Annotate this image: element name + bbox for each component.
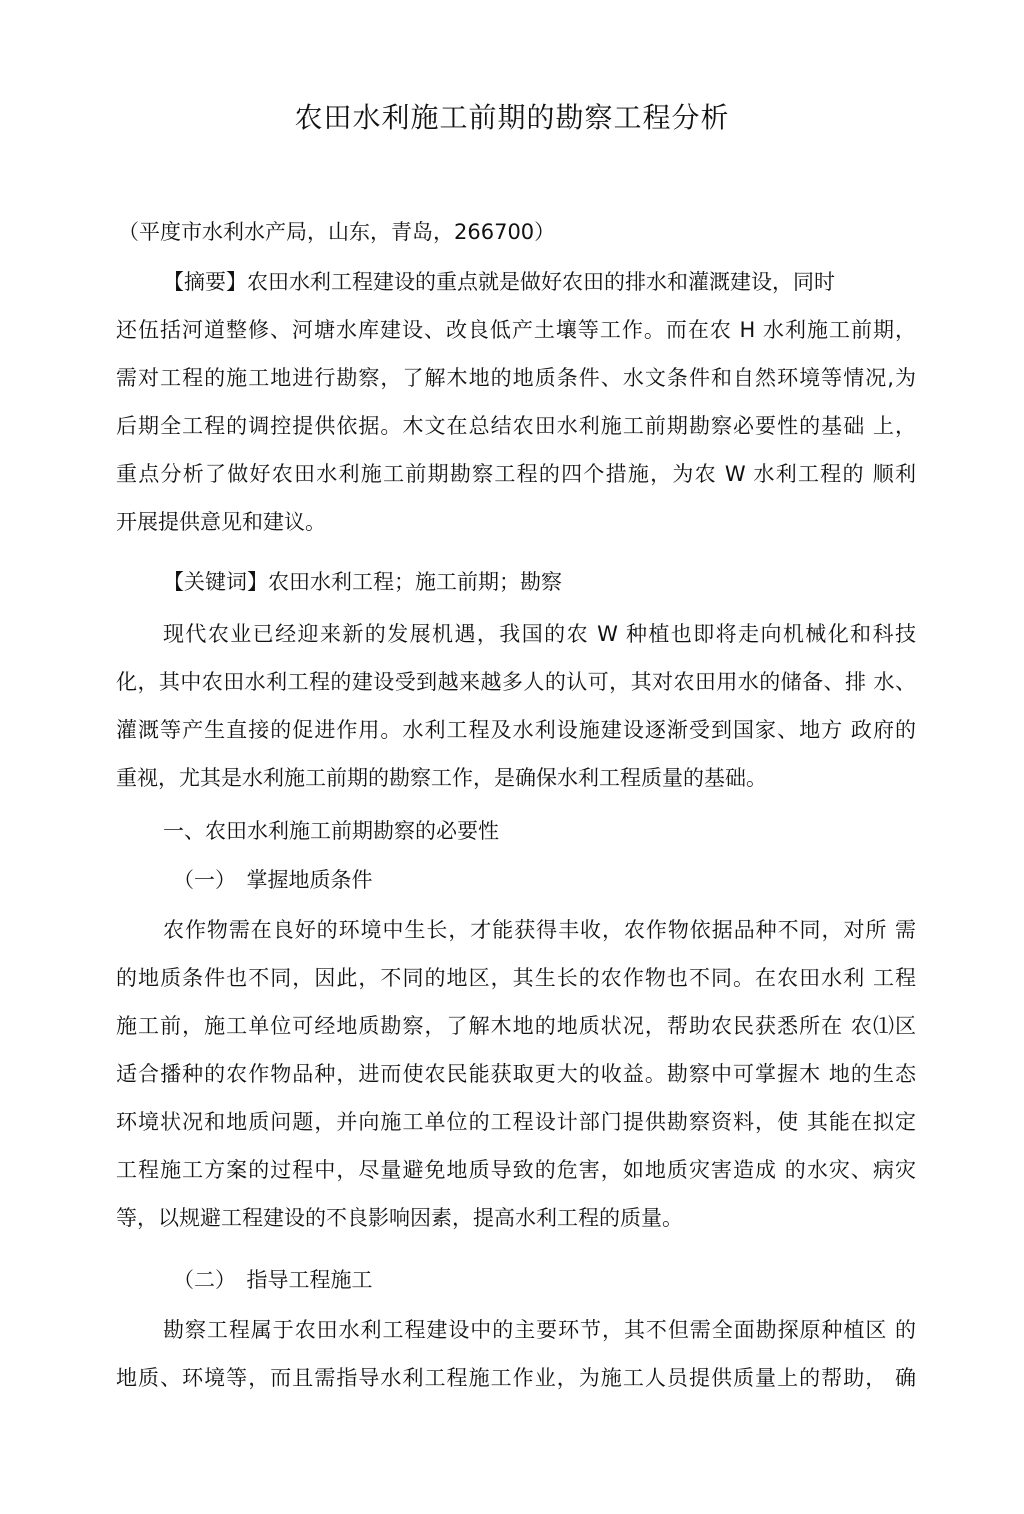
intro-line: 灌溉等产生直接的促进作用。水利工程及水利设施建设逐渐受到国家、地方 政府的 xyxy=(116,718,916,742)
abstract-paragraph xyxy=(116,258,916,546)
body-line: 工程施工方案的过程中，尽量避免地质导致的危害，如地质灾害造成 的水灾、病灾 xyxy=(116,1158,916,1182)
section-heading: 一、农田水利施工前期勘察的必要性 xyxy=(163,819,499,843)
body-line: 农作物需在良好的环境中生长，才能获得丰收，农作物依据品种不同，对所 需 xyxy=(163,918,916,942)
intro-line: 现代农业已经迎来新的发展机遇，我国的农 W 种植也即将走向机械化和科技 xyxy=(163,622,916,646)
abstract-line: 需对工程的施工地进行勘察，了解木地的地质条件、水文条件和自然环境等情况,为 xyxy=(116,366,916,390)
body-line: 环境状况和地质问题，并向施工单位的工程设计部门提供勘察资料，使 其能在拟定 xyxy=(116,1110,916,1134)
subsection-heading: （二） 指导工程施工 xyxy=(173,1268,373,1292)
subsection-heading: （一） 掌握地质条件 xyxy=(173,868,373,892)
intro-line: 重视，尤其是水利施工前期的勘察工作，是确保水利工程质量的基础。 xyxy=(116,766,767,790)
body-line: 适合播种的农作物品种，进而使农民能获取更大的收益。勘察中可掌握木 地的生态 xyxy=(116,1062,916,1086)
abstract-line: 开展提供意见和建议。 xyxy=(116,510,326,534)
intro-paragraph xyxy=(116,610,916,802)
body-line: 施工前，施工单位可经地质勘察，了解木地的地质状况，帮助农民获悉所在 农⑴区 xyxy=(116,1014,916,1038)
body-line: 的地质条件也不同，因此，不同的地区，其生长的农作物也不同。在农田水利 工程 xyxy=(116,966,916,990)
document-title: 农田水利施工前期的勘察工程分析 xyxy=(294,101,730,134)
intro-line: 化，其中农田水利工程的建设受到越来越多人的认可，其对农田用水的储备、排 水、 xyxy=(116,670,916,694)
abstract-line: 【摘要】农田水利工程建设的重点就是做好农田的排水和灌溉建设，同时 xyxy=(163,270,835,294)
abstract-line: 后期全工程的调控提供依据。木文在总结农田水利施工前期勘察必要性的基础 上， xyxy=(116,414,916,438)
abstract-line: 还伍括河道整修、河塘水库建设、改良低产土壤等工作。而在农 H 水利施工前期， xyxy=(116,318,916,342)
subsection-1-paragraph xyxy=(116,906,916,1242)
subsection-2-paragraph xyxy=(116,1306,916,1402)
body-line: 地质、环境等，而且需指导水利工程施工作业，为施工人员提供质量上的帮助， 确 xyxy=(116,1366,916,1390)
body-line: 等，以规避工程建设的不良影响因素，提高水利工程的质量。 xyxy=(116,1206,683,1230)
author-affiliation: （平度市水利水产局，山东，青岛，266700） xyxy=(118,220,556,244)
abstract-line: 重点分析了做好农田水利施工前期勘察工程的四个措施，为农 W 水利工程的 顺利 xyxy=(116,462,916,486)
body-line: 勘察工程属于农田水利工程建设中的主要环节，其不但需全面勘探原种植区 的 xyxy=(163,1318,916,1342)
keywords: 【关键词】农田水利工程；施工前期；勘察 xyxy=(163,570,562,594)
